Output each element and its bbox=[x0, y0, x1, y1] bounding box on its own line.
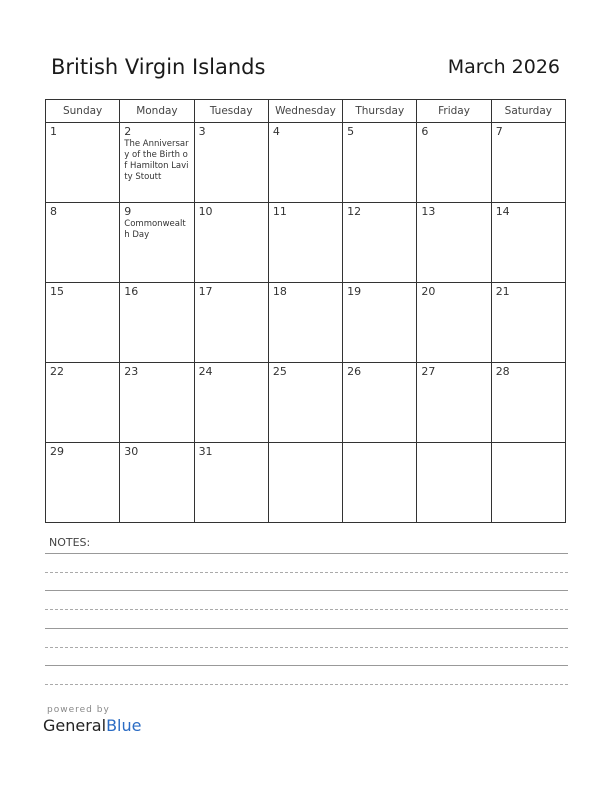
holiday-event: The Anniversary of the Birth of Hamilton Lavity Stoutt bbox=[124, 139, 189, 182]
weekday-header: Wednesday bbox=[268, 100, 342, 123]
day-number: 21 bbox=[495, 285, 510, 298]
day-number: 26 bbox=[347, 365, 362, 378]
day-cell bbox=[343, 203, 417, 283]
brand-general: General bbox=[43, 716, 107, 735]
day-cell bbox=[194, 123, 268, 203]
day-cell bbox=[491, 363, 565, 443]
day-cell bbox=[268, 123, 342, 203]
day-cell bbox=[268, 363, 342, 443]
day-cell bbox=[120, 123, 194, 203]
day-cell bbox=[491, 443, 565, 523]
day-cell bbox=[268, 283, 342, 363]
day-cell bbox=[417, 363, 491, 443]
day-number: 28 bbox=[495, 365, 510, 378]
day-cell bbox=[194, 443, 268, 523]
notes-line bbox=[45, 647, 568, 648]
weekday-header: Monday bbox=[120, 100, 194, 123]
day-cell bbox=[491, 203, 565, 283]
day-number: 25 bbox=[272, 365, 287, 378]
notes-line bbox=[45, 684, 568, 685]
day-cell bbox=[491, 123, 565, 203]
day-number: 14 bbox=[495, 205, 510, 218]
day-number: 16 bbox=[124, 285, 139, 298]
day-cell bbox=[343, 123, 417, 203]
day-number: 8 bbox=[50, 205, 57, 218]
day-cell bbox=[417, 443, 491, 523]
day-cell bbox=[268, 443, 342, 523]
weekday-header: Saturday bbox=[491, 100, 565, 123]
day-cell bbox=[417, 123, 491, 203]
day-cell bbox=[194, 283, 268, 363]
notes-line bbox=[45, 665, 568, 666]
day-number: 5 bbox=[347, 125, 355, 138]
day-cell bbox=[417, 283, 491, 363]
day-number: 6 bbox=[421, 125, 429, 138]
day-number: 23 bbox=[124, 365, 139, 378]
week-row bbox=[46, 443, 566, 523]
day-number: 4 bbox=[272, 125, 280, 138]
notes-line bbox=[45, 553, 568, 554]
calendar-grid bbox=[45, 99, 566, 523]
calendar-month: March 2026 bbox=[447, 56, 560, 78]
week-row bbox=[46, 123, 566, 203]
day-number: 9 bbox=[124, 205, 132, 218]
generalblue-logo bbox=[43, 716, 141, 735]
day-number: 31 bbox=[198, 445, 213, 458]
brand-blue: Blue bbox=[106, 716, 142, 735]
day-cell bbox=[491, 283, 565, 363]
day-cell bbox=[46, 283, 120, 363]
week-row bbox=[46, 283, 566, 363]
day-number: 1 bbox=[50, 125, 57, 138]
day-cell bbox=[343, 283, 417, 363]
week-row bbox=[46, 203, 566, 283]
day-number: 30 bbox=[124, 445, 139, 458]
day-number: 15 bbox=[50, 285, 64, 298]
day-cell bbox=[46, 443, 120, 523]
day-cell bbox=[120, 283, 194, 363]
powered-by-text: powered by bbox=[47, 705, 110, 715]
day-cell bbox=[46, 203, 120, 283]
day-cell bbox=[46, 123, 120, 203]
day-number: 20 bbox=[421, 285, 436, 298]
day-cell bbox=[194, 363, 268, 443]
day-number: 13 bbox=[421, 205, 436, 218]
day-cell bbox=[343, 443, 417, 523]
day-number: 22 bbox=[50, 365, 64, 378]
weekday-header: Thursday bbox=[343, 100, 417, 123]
day-number: 27 bbox=[421, 365, 436, 378]
day-cell bbox=[120, 203, 194, 283]
day-number: 2 bbox=[124, 125, 132, 138]
day-cell bbox=[417, 203, 491, 283]
weekday-header-row bbox=[46, 100, 566, 123]
day-number: 19 bbox=[347, 285, 362, 298]
week-row bbox=[46, 363, 566, 443]
day-cell bbox=[268, 203, 342, 283]
day-cell bbox=[343, 363, 417, 443]
day-number: 18 bbox=[272, 285, 287, 298]
day-number: 29 bbox=[50, 445, 64, 458]
day-number: 11 bbox=[272, 205, 287, 218]
weekday-header: Sunday bbox=[46, 100, 120, 123]
day-cell bbox=[120, 443, 194, 523]
weekday-header: Friday bbox=[417, 100, 491, 123]
day-number: 7 bbox=[495, 125, 503, 138]
notes-line bbox=[45, 609, 568, 610]
day-number: 17 bbox=[198, 285, 213, 298]
holiday-event: Commonwealth Day bbox=[124, 219, 186, 240]
day-number: 10 bbox=[198, 205, 213, 218]
day-number: 24 bbox=[198, 365, 213, 378]
day-cell bbox=[120, 363, 194, 443]
notes-line bbox=[45, 628, 568, 629]
weekday-header: Tuesday bbox=[194, 100, 268, 123]
notes-line bbox=[45, 572, 568, 573]
notes-label: NOTES: bbox=[49, 536, 91, 549]
day-number: 3 bbox=[198, 125, 206, 138]
calendar-title: British Virgin Islands bbox=[51, 55, 266, 79]
day-number: 12 bbox=[347, 205, 362, 218]
day-cell bbox=[194, 203, 268, 283]
day-cell bbox=[46, 363, 120, 443]
notes-line bbox=[45, 590, 568, 591]
